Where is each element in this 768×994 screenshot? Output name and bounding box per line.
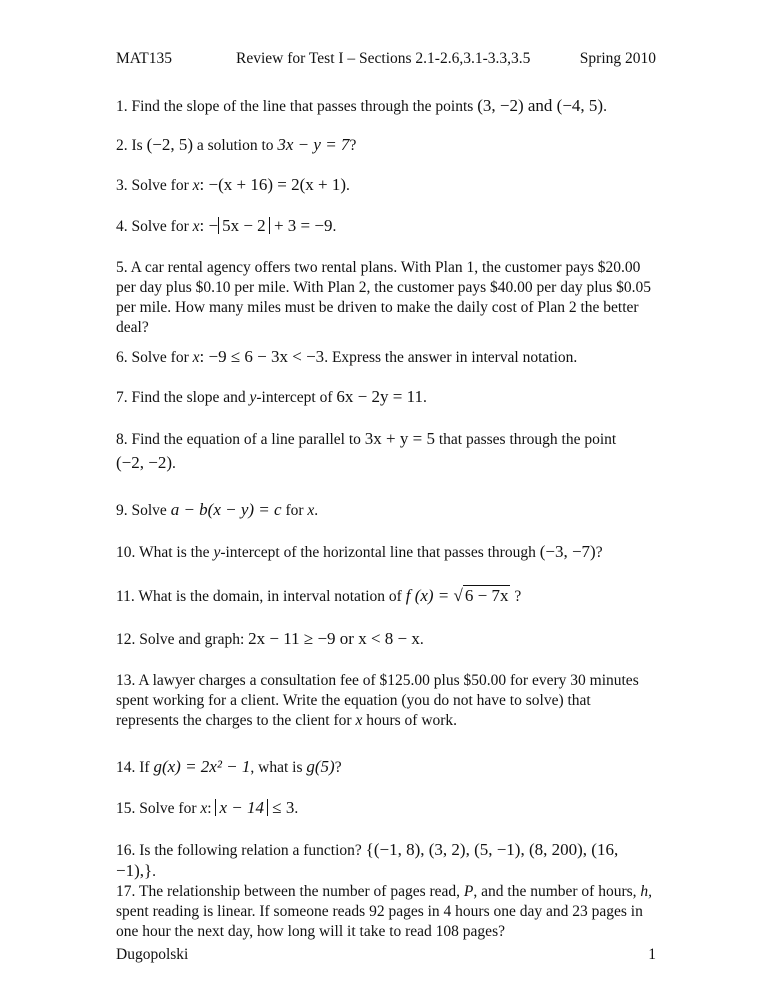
header-title: Review for Test I – Sections 2.1-2.6,3.1-3.3,3.5	[236, 50, 531, 67]
absolute-value: x − 14	[215, 799, 268, 816]
question-2: 2. Is (−2, 5) a solution to 3x − y = 7?	[116, 135, 357, 154]
header-term: Spring 2010	[579, 50, 656, 67]
question-16: 16. Is the following relation a function? {(−1, 8), (3, 2), (5, −1), (8, 200), (16, −1),}.	[116, 840, 619, 880]
question-4: 4. Solve for x: − 5x − 2 + 3 = −9.	[116, 216, 337, 235]
question-7: 7. Find the slope and y-intercept of 6x − 2y = 11.	[116, 387, 427, 406]
question-17: 17. The relationship between the number of pages read, P, and the number of hours, h, spent reading is linear. If someone reads 92 pages in 4 hours one day and 23 pages in one hour the next day, how long will it take to read 108 pages?	[116, 883, 653, 940]
sqrt-symbol: √	[453, 586, 463, 605]
question-6: 6. Solve for x: −9 ≤ 6 − 3x < −3. Express the answer in interval notation.	[116, 347, 578, 366]
absolute-value: 5x − 2	[218, 217, 270, 234]
question-10: 10. What is the y-intercept of the horizontal line that passes through (−3, −7)?	[116, 542, 603, 561]
page-number: 1	[648, 946, 656, 963]
question-11: 11. What is the domain, in interval notation of f (x) = √ 6 − 7x ?	[116, 586, 522, 605]
question-3: 3. Solve for x: −(x + 16) = 2(x + 1).	[116, 175, 350, 194]
radicand: 6 − 7x	[464, 586, 509, 605]
question-13: 13. A lawyer charges a consultation fee of $125.00 plus $50.00 for every 30 minutes spent working for a client. Write the equation (you do not have to solve) that represents the charges to the client for x hours of work.	[116, 672, 639, 729]
question-5: 5. A car rental agency offers two rental plans. With Plan 1, the customer pays $20.00 per day plus $0.10 per mile. With Plan 2, the customer pays $40.00 per day plus $0.05 per mile. How many miles must be driven to make the daily cost of Plan 2 the better deal?	[116, 259, 652, 336]
header-course: MAT135	[116, 50, 172, 67]
footer-author: Dugopolski	[116, 946, 189, 963]
question-15: 15. Solve for x: x − 14 ≤ 3.	[116, 798, 299, 817]
question-9: 9. Solve a − b(x − y) = c for x.	[116, 500, 319, 519]
question-12: 12. Solve and graph: 2x − 11 ≥ −9 or x < 8 − x.	[116, 629, 424, 648]
question-8: 8. Find the equation of a line parallel to 3x + y = 5 that passes through the point (−2, −2).	[116, 429, 617, 472]
question-14: 14. If g(x) = 2x² − 1, what is g(5)?	[116, 757, 342, 776]
question-1: 1. Find the slope of the line that passes through the points (3, −2) and (−4, 5).	[116, 96, 607, 115]
